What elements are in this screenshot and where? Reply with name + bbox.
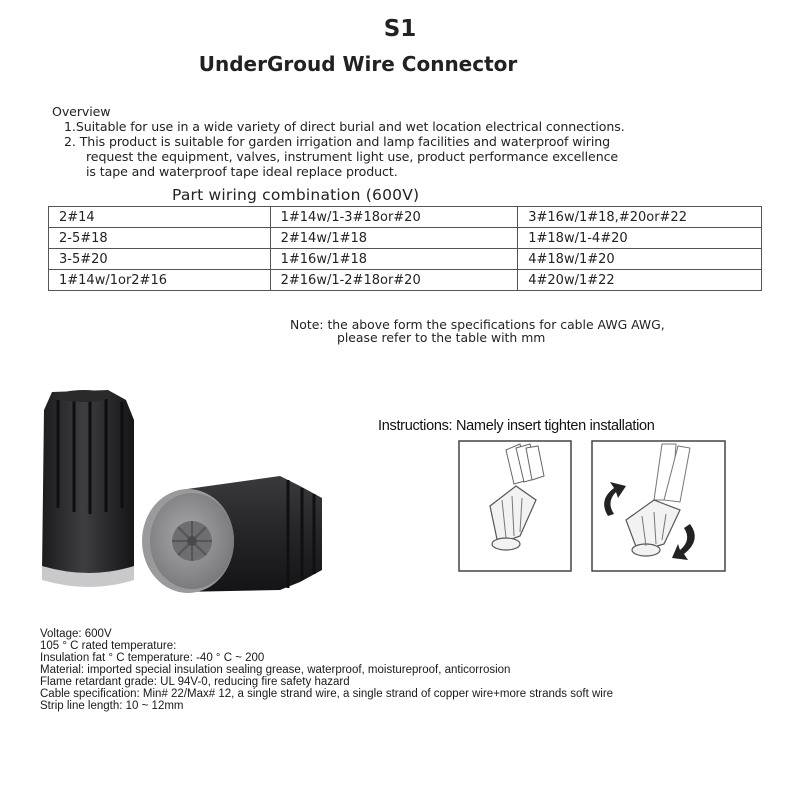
table-row [49, 270, 762, 291]
installation-diagram [458, 440, 726, 572]
table-row [49, 249, 762, 270]
note [290, 318, 665, 344]
table-row [49, 207, 762, 228]
lying-connector [142, 476, 322, 593]
page-title: S1 [383, 16, 417, 42]
table-cell: 2#14 [49, 207, 271, 228]
table-row [49, 228, 762, 249]
instructions-caption: Instructions: Namely insert tighten installation [378, 418, 655, 434]
table-cell: 4#20w/1#22 [518, 270, 762, 291]
table-cell: 4#18w/1#20 [518, 249, 762, 270]
page-subtitle: UnderGroud Wire Connector [198, 52, 518, 76]
specifications [40, 628, 613, 712]
wiring-combination-table [48, 206, 762, 291]
table-cell: 1#16w/1#18 [270, 249, 518, 270]
table-cell: 3-5#20 [49, 249, 271, 270]
note-line: Note: the above form the specifications for cable AWG AWG, [290, 317, 665, 332]
spec-line: Strip line length: 10 ~ 12mm [40, 700, 184, 712]
table-cell: 2-5#18 [49, 228, 271, 249]
spec-line: Material: imported special insulation sealing grease, waterproof, moistureproof, anticorrosion [40, 664, 511, 676]
table-cell: 1#18w/1-4#20 [518, 228, 762, 249]
table-cell: 2#16w/1-2#18or#20 [270, 270, 518, 291]
overview-heading: Overview [52, 104, 111, 119]
spec-line: Cable specification: Min# 22/Max# 12, a single strand wire, a single strand of copper wire+more strands soft wire [40, 688, 614, 700]
overview-line: request the equipment, valves, instrument light use, product performance excellence [86, 149, 619, 164]
tighten-step-panel [592, 441, 725, 571]
table-cell: 1#14w/1or2#16 [49, 270, 271, 291]
spec-line: Flame retardant grade: UL 94V-0, reducing fire safety hazard [40, 676, 350, 688]
spec-line: Insulation fat ° C temperature: -40 ° C ~ 200 [40, 652, 265, 664]
table-cell: 1#14w/1-3#18or#20 [270, 207, 518, 228]
overview-line: 1.Suitable for use in a wide variety of direct burial and wet location electrical connections. [64, 119, 625, 134]
spec-line: Voltage: 600V [40, 628, 112, 640]
upright-connector [42, 390, 134, 587]
spec-line: 105 ° C rated temperature: [40, 640, 177, 652]
combination-title: Part wiring combination (600V) [172, 186, 420, 204]
connector-product-image [30, 380, 330, 605]
note-line: please refer to the table with mm [337, 330, 546, 345]
overview-line: 2. This product is suitable for garden irrigation and lamp facilities and waterproof wiring [64, 134, 611, 149]
insert-step-panel [459, 441, 571, 571]
overview-section [52, 104, 625, 179]
table-cell: 3#16w/1#18,#20or#22 [518, 207, 762, 228]
overview-line: is tape and waterproof tape ideal replace product. [86, 164, 398, 179]
table-cell: 2#14w/1#18 [270, 228, 518, 249]
